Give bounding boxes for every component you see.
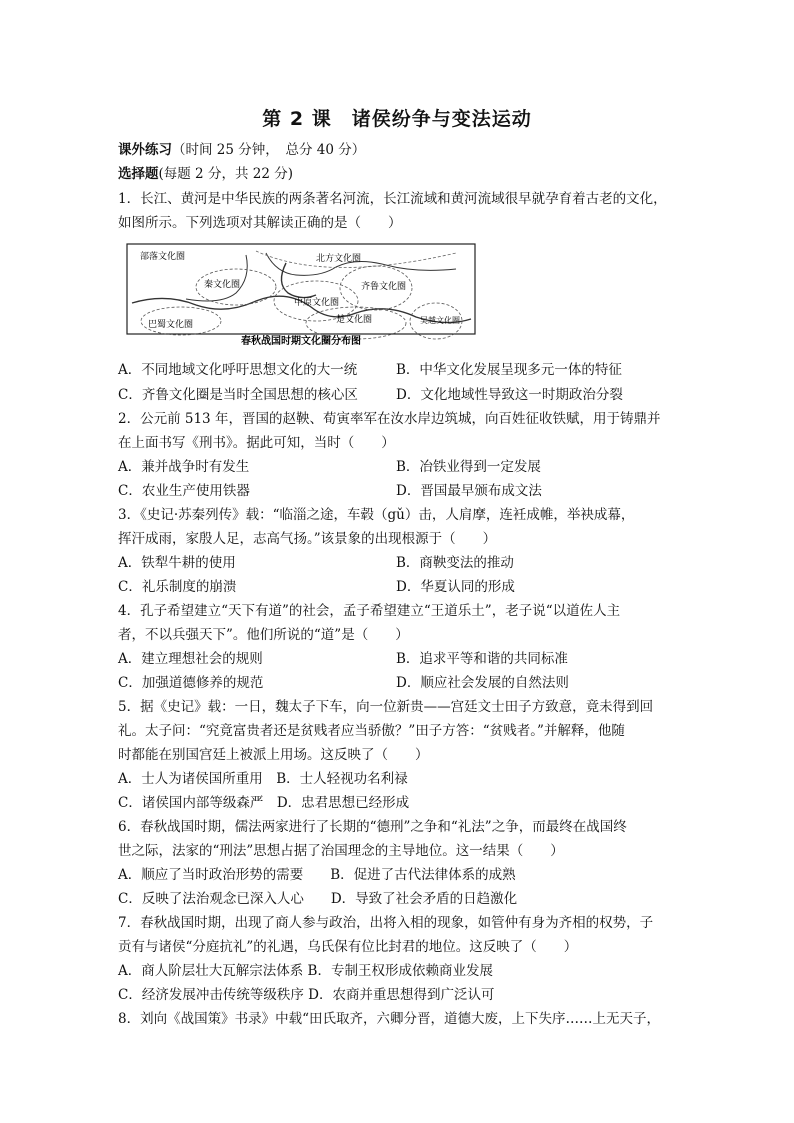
question-1-stem-line-2: 如图所示。下列选项对其解读正确的是（ ） bbox=[118, 215, 402, 231]
question-5-stem-line-3: 时都能在别国宫廷上被派上用场。这反映了（ ） bbox=[118, 747, 429, 763]
question-4-option-d: D．顺应社会发展的自然法则 bbox=[396, 675, 569, 691]
question-1-stem-line-1: 1．长江、黄河是中华民族的两条著名河流，长江流域和黄河流域很早就孕育着古老的文化， bbox=[118, 191, 667, 207]
exercise-label: 课外练习 bbox=[118, 142, 172, 158]
question-3-option-b: B．商鞅变法的推动 bbox=[396, 555, 514, 571]
question-2-stem-line-1: 2．公元前 513 年，晋国的赵鞅、荀寅率军在汝水岸边筑城，向百姓征收铁赋，用于铸鼎并 bbox=[118, 411, 661, 427]
question-4-option-c: C．加强道德修养的规范 bbox=[118, 675, 264, 691]
section-header bbox=[118, 164, 293, 184]
map-label-wuyue: 吴越文化圈 bbox=[420, 316, 460, 325]
exercise-header bbox=[118, 140, 365, 160]
question-3-option-a: A．铁犁牛耕的使用 bbox=[118, 555, 236, 571]
question-7-options-row-2: C．经济发展冲击传统等级秩序 D．农商并重思想得到广泛认可 bbox=[118, 987, 495, 1003]
question-5-stem-line-1: 5．据《史记》载：一日，魏太子下车，向一位新贵——宫廷文士田子方致意，竟未得到回 bbox=[118, 699, 654, 715]
map-label-north: 北方文化圈 bbox=[316, 254, 362, 264]
map-label-tribe: 部落文化圈 bbox=[140, 252, 186, 262]
question-1-option-c: C．齐鲁文化圈是当时全国思想的核心区 bbox=[118, 387, 358, 403]
map-caption: 春秋战国时期文化圈分布图 bbox=[241, 336, 361, 347]
question-3-stem-line-2: 挥汗成雨，家殷人足，志高气扬。”该景象的出现根源于（ ） bbox=[118, 531, 497, 547]
exercise-info: （时间 25 分钟， 总分 40 分） bbox=[172, 142, 366, 158]
question-1-option-b: B．中华文化发展呈现多元一体的特征 bbox=[396, 362, 622, 378]
question-3-option-d: D．华夏认同的形成 bbox=[396, 579, 515, 595]
question-3-option-c: C．礼乐制度的崩溃 bbox=[118, 579, 237, 595]
question-5-options-row-1: A．士人为诸侯国所重用 B．士人轻视功名利禄 bbox=[118, 771, 408, 787]
question-2-stem-line-2: 在上面书写《刑书》。据此可知，当时（ ） bbox=[118, 435, 395, 451]
map-label-chu: 楚文化圈 bbox=[336, 315, 373, 325]
question-4-stem-line-1: 4．孔子希望建立“天下有道”的社会，孟子希望建立“王道乐土”，老子说“以道佐人主 bbox=[118, 603, 621, 619]
map-label-qin: 秦文化圈 bbox=[204, 280, 241, 290]
question-1-option-a: A．不同地域文化呼吁思想文化的大一统 bbox=[118, 362, 358, 378]
map-label-shu: 巴蜀文化圈 bbox=[148, 320, 194, 330]
map-label-central: 中原文化圈 bbox=[294, 298, 340, 308]
section-label: 选择题 bbox=[118, 166, 159, 182]
question-5-stem-line-2: 礼。太子问：“究竟富贵者还是贫贱者应当骄傲？”田子方答：“贫贱者。”并解释，他随 bbox=[118, 723, 625, 739]
question-7-stem-line-2: 贡有与诸侯“分庭抗礼”的礼遇，乌氏保有位比封君的地位。这反映了（ ） bbox=[118, 939, 578, 955]
question-8-stem-line-1: 8．刘向《战国策》书录》中载“田氏取齐，六卿分晋，道德大废，上下失序……上无天子， bbox=[118, 1011, 660, 1027]
question-2-option-a: A．兼并战争时有发生 bbox=[118, 459, 250, 475]
question-5-options-row-2: C．诸侯国内部等级森严 D．忠君思想已经形成 bbox=[118, 795, 410, 811]
question-6-stem-line-2: 世之际，法家的“刑法”思想占据了治国理念的主导地位。这一结果（ ） bbox=[118, 843, 564, 859]
question-3-stem-line-1: 3．《史记·苏秦列传》载：“临淄之途，车毂（gǔ）击，人肩摩，连衽成帷，举袂成幕， bbox=[118, 507, 635, 523]
section-info: (每题 2 分，共 22 分) bbox=[158, 166, 293, 182]
question-6-stem-line-1: 6．春秋战国时期，儒法两家进行了长期的“德刑”之争和“礼法”之争，而最终在战国终 bbox=[118, 819, 627, 835]
question-6-options-row-1: A．顺应了当时政治形势的需要 B．促进了古代法律体系的成熟 bbox=[118, 867, 516, 883]
question-4-stem-line-2: 者，不以兵强天下”。他们所说的“道”是（ ） bbox=[118, 627, 409, 643]
lesson-title: 第 2 课 诸侯纷争与变法运动 bbox=[262, 108, 532, 130]
question-2-option-b: B．冶铁业得到一定发展 bbox=[396, 459, 541, 475]
question-4-option-b: B．追求平等和谐的共同标准 bbox=[396, 651, 568, 667]
question-7-stem-line-1: 7．春秋战国时期，出现了商人参与政治，出将入相的现象，如管仲有身为齐相的权势，子 bbox=[118, 915, 654, 931]
question-6-options-row-2: C．反映了法治观念已深入人心 D．导致了社会矛盾的日趋激化 bbox=[118, 891, 518, 907]
question-4-option-a: A．建立理想社会的规则 bbox=[118, 651, 263, 667]
question-7-options-row-1: A．商人阶层壮大瓦解宗法体系 B．专制王权形成依赖商业发展 bbox=[118, 963, 493, 979]
culture-map-figure bbox=[126, 243, 476, 347]
question-2-option-d: D．晋国最早颁布成文法 bbox=[396, 483, 542, 499]
question-1-option-d: D．文化地域性导致这一时期政治分裂 bbox=[396, 387, 623, 403]
map-label-qilu: 齐鲁文化圈 bbox=[361, 282, 407, 292]
question-2-option-c: C．农业生产使用铁器 bbox=[118, 483, 250, 499]
